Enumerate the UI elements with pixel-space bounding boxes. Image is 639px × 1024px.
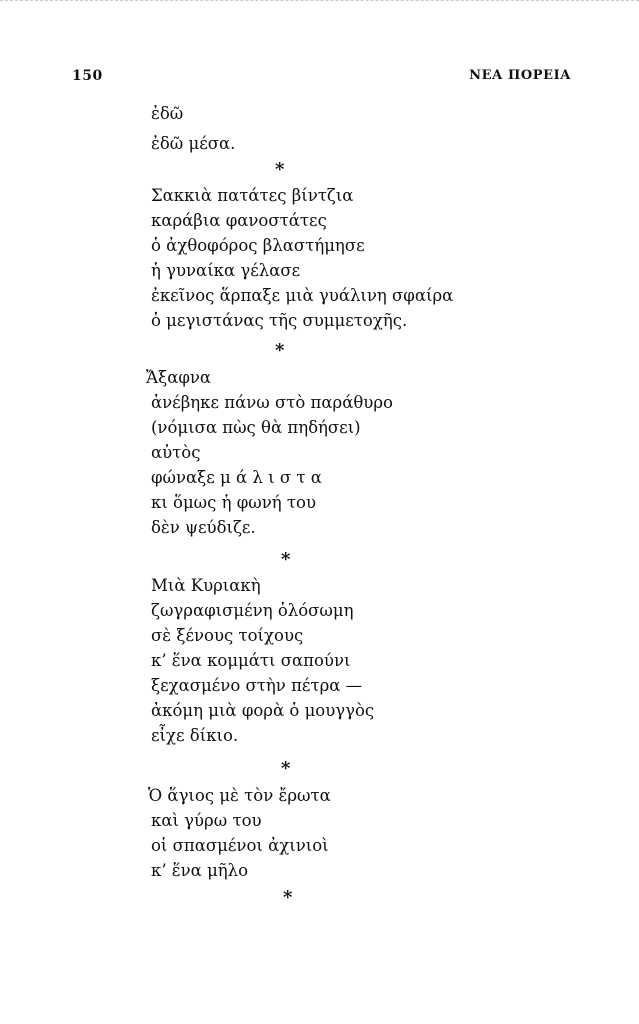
poem-line: ἀκόμη μιὰ φορὰ ὁ μουγγὸς — [151, 701, 375, 720]
poem-line: Σακκιὰ πατάτες βίντζια — [151, 186, 354, 205]
poem-line: ἀνέβηκε πάνω στὸ παράθυρο — [151, 393, 393, 412]
poem-line: κ’ ἕνα κομμάτι σαπούνι — [151, 651, 351, 670]
running-title: ΝΕΑ ΠΟΡΕΙΑ — [469, 68, 571, 83]
poem-line: εἶχε δίκιο. — [151, 726, 239, 745]
poem-line: ἐδῶ — [151, 104, 184, 123]
poem-line: οἱ σπασμένοι ἀχινιοὶ — [151, 836, 329, 855]
poem-line: σὲ ξένους τοίχους — [151, 626, 304, 645]
poem-line: Ὁ ἅγιος μὲ τὸν ἔρωτα — [148, 786, 331, 805]
poem-line: κ’ ἕνα μῆλο — [151, 861, 249, 880]
stanza-separator: * — [275, 340, 285, 361]
poem-line: Μιὰ Κυριακὴ — [151, 576, 261, 595]
poem-line: Ἄξαφνα — [146, 368, 212, 387]
poem-line: ὁ μεγιστάνας τῆς συμμετοχῆς. — [151, 311, 408, 330]
poem-line: ζωγραφισμένη ὁλόσωμη — [151, 601, 354, 620]
stanza-separator: * — [281, 549, 291, 570]
poem-line: καράβια φανοστάτες — [151, 211, 327, 230]
running-head — [0, 68, 639, 92]
poem-line: φώναξε μ ά λ ι σ τ α — [151, 468, 322, 487]
poem-line: ξεχασμένο στὴν πέτρα — — [151, 676, 363, 695]
poem-line: ἡ γυναίκα γέλασε — [151, 261, 301, 280]
page-edge-line — [0, 0, 639, 1]
poem-line: ἐδῶ μέσα. — [151, 134, 236, 153]
poem-line: (νόμισα πὼς θὰ πηδήσει) — [151, 418, 361, 437]
poem-line: δὲν ψεύδιζε. — [151, 518, 256, 537]
page-number: 150 — [72, 68, 103, 84]
poem-line: αὐτὸς — [151, 443, 201, 462]
stanza-separator: * — [281, 758, 291, 779]
stanza-separator: * — [283, 887, 293, 908]
poem-line: ὁ ἀχθοφόρος βλαστήμησε — [151, 236, 365, 255]
stanza-separator: * — [275, 159, 285, 180]
poem-line: ἐκεῖνος ἅρπαξε μιὰ γυάλινη σφαίρα — [151, 286, 454, 305]
poem-line: κι ὅμως ἡ φωνή του — [151, 493, 317, 512]
poem-line: καὶ γύρω του — [151, 811, 262, 830]
